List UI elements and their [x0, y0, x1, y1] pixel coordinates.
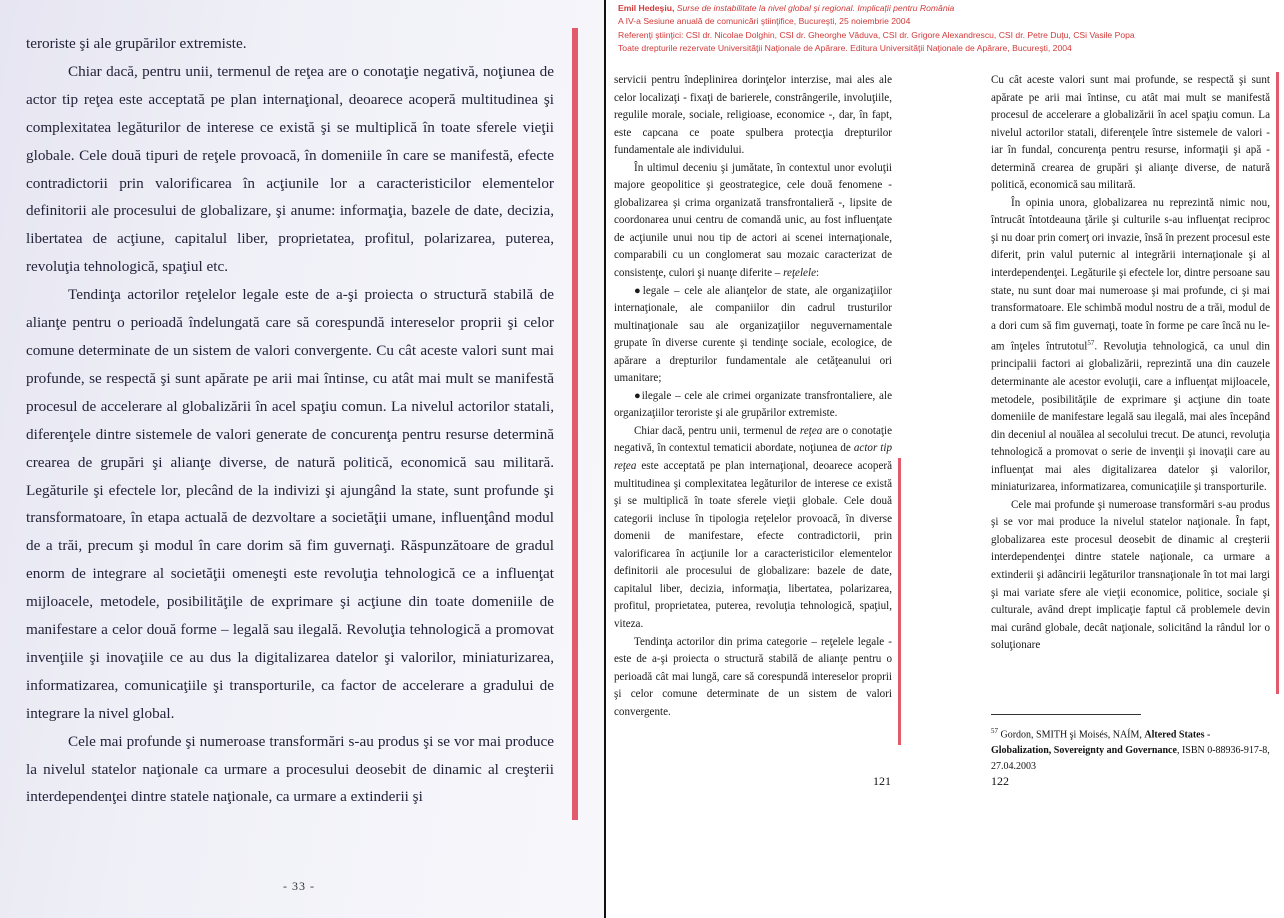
p122-paragraph-1: Cu cât aceste valori sunt mai profunde, se respectă şi sunt apărate pe arii mai întinse, cu atât mai mult se manifestă procesul de accelerare a globalizării în acel spaţiu comun. La nivelul actorilor statali, diferenţele între sistemele de valori - iar în fundal, concurenţa pentru resurse, informaţii şi apă - determină crearea de grupări şi alianţe diverse, de natură politică, economică sau militară. [991, 74, 1270, 192]
page-121-column [614, 72, 892, 721]
p121-paragraph-4: Tendinţa actorilor din prima categorie – reţelele legale - este de a-şi proiecta o structură stabilă de alianţe pentru o perioadă cât mai lungă, care să corespundă intereselor proprii şi celor comune determinate de un sistem de valori convergente. [614, 635, 892, 718]
p121-bullet-legal: ●legale – cele ale alianţelor de state, ale organizaţiilor internaţionale, ale companiilor din cadrul trusturilor multinaţionale sau ale organizaţiilor neguvernamentale grupate în diverse curente şi tendinţe sociale, ecologice, de apărare a drepturilor fundamentale ale cetăţeanului ori umanitare; [614, 284, 892, 385]
page-number-121: 121 [873, 774, 891, 788]
p121-p2-italic: reţelele [783, 267, 816, 280]
p121-paragraph-3 [614, 423, 892, 634]
document-header [618, 2, 1238, 56]
p121-p2-end: : [816, 267, 820, 280]
header-referees: Referenţi ştiinţici: CSI dr. Nicolae Dolghin, CSI dr. Gheorghe Văduva, CSI dr. Grigore Alexandrescu, CSI dr. Petre Duţu, CSi Vasile Popa [618, 29, 1135, 40]
p121-p3-italic-1: reţea [799, 424, 823, 437]
footnote-57 [991, 723, 1270, 775]
header-citation [618, 2, 1238, 15]
p122-p2b: . Revoluţia tehnologică, ca unul din principalii factori ai globalizării, reprezintă una din cauzele determinante ale acestor evoluţii, care a influenţat mijloacele, metodele, posibilităţile de exprimare şi acţiune din toate domeniile de manifestare legală sau ilegală, mai ales începând din deceniul al nouălea al secolului trecut. De atunci, revoluţia tehnologică a promovat o serie de invenţii şi inovaţii care au influenţat mai ales digitalizarea datelor şi valorilor, miniaturizarea, informatizarea, comunicaţiile şi transporturile. [991, 340, 1270, 494]
p121-p3-italic-2: actor tip reţea [614, 442, 892, 473]
footnote-title: Altered States - Globalization, Sovereignty and Governance [991, 729, 1211, 757]
p121-p3b: are o conotaţie negativă, în contextul tematicii abordate, noţiunea de [614, 424, 893, 455]
left-page-number: - 33 - [283, 879, 315, 893]
footnote-ref-57[interactable]: 57 [1087, 339, 1095, 348]
p121-bullet-illegal: ●ilegale – cele ale crimei organizate transfrontaliere, ale organizaţiilor teroriste şi ale grupărilor extremiste. [614, 389, 892, 420]
highlight-bar-page-121 [898, 458, 901, 745]
left-paragraph-1: teroriste şi ale grupărilor extremiste. [26, 35, 247, 52]
footnote-separator [991, 714, 1141, 715]
p121-p3c: este acceptată pe plan internaţional, deoarece acoperă multitudinea şi complexitatea legăturilor de interese ce există şi se multiplică în toate sferele vieţii globale. Cele două categorii incluse în tipologia reţelelor provoacă, în diverse domenii de manifestare, efecte contradictorii, prin valorificarea în acţiunile lor a caracteristicilor elementelor definitorii ale procesului de globalizare: bazele de date, capitalul liber, decizia, informaţia, libertatea, polarizarea, profitul, proprietatea, puterea, revoluţia tehnologică, spaţiul, viteza. [614, 460, 892, 630]
page-number-122: 122 [991, 774, 1009, 788]
left-page-text [26, 30, 554, 811]
footnote-authors: Gordon, SMITH şi Moisés, NAÍM, [1000, 729, 1142, 741]
page-122-column [991, 72, 1270, 655]
p121-paragraph-1: servicii pentru îndeplinirea dorinţelor interzise, mai ales ale celor localizaţi - fixaţi de barierele, constrângerile, involuţiile, regulile morale, sociale, religioase, economice -, dar, în fapt, este capcana ce poate spulbera protecţia drepturilor fundamentale ale individului. [614, 74, 892, 157]
left-highlight-bar [572, 28, 578, 820]
p121-paragraph-2 [614, 160, 892, 283]
left-paragraph-2: Chiar dacă, pentru unii, termenul de reţea are o conotaţie negativă, noţiunea de actor tip reţea este acceptată pe plan internaţional, deoarece acoperă multitudinea şi complexitatea legăturilor de interese ce există şi se multiplică în toate sferele vieţii globale. Cele două tipuri de reţele provoacă, în domeniile în care se manifestă, efecte contradictorii prin valorificarea în acţiunile lor a caracteristicilor elementelor definitorii ale procesului de globalizare, şi anume: informaţia, bazele de date, decizia, libertatea de acţiune, capitalul liber, proprietatea, profitul, polarizarea, puterea, revoluţia tehnologică, spaţiul etc. [26, 62, 554, 276]
footnote-isbn: , ISBN 0-88936-917-8, 27.04.2003 [991, 745, 1270, 773]
header-author: Emil Hedeşiu, [618, 3, 675, 13]
p121-p2-text: În ultimul deceniu şi jumătate, în contextul unor evoluţii majore geopolitice şi geostrategice, cele două fenomene - globalizarea şi crima organizată transfrontalieră -, lipsite de coordonarea unui centru de comandă unic, au fost influenţate de acţiunile unui nou tip de actori ai scenei internaţionale, comparabili cu un conglomerat sau mozaic caracterizat de consistenţe, culori şi nuanţe diferite – [614, 161, 892, 280]
header-title: Surse de instabilitate la nivel global şi regional. Implicaţii pentru România [676, 3, 955, 13]
p122-p2a: În opinia unora, globalizarea nu reprezintă nimic nou, întrucât întotdeauna ţările şi culturile s-au influenţat reciproc şi nu doar prin comerţ ori invazie, însă în prezent procesul este diferit, prin valul puternic al integrării internaţionale şi al interdependenţei. Legăturile şi efectele lor, dintre persoane sau state, nu sunt doar mai numeroase şi mai profunde, ci şi mai transformatoare. Ele schimbă modul nostru de a trăi, modul de a dori cum să fim guvernaţi, toate în forme pe care încă nu le-am înţeles întrutotul [991, 196, 1270, 353]
highlight-bar-page-122 [1276, 72, 1279, 694]
p121-p3a: Chiar dacă, pentru unii, termenul de [634, 424, 797, 437]
header-rights: Toate drepturile rezervate Universităţii Naţionale de Apărare. Editura Universităţii Naţionale de Apărare, Bucureşti, 2004 [618, 43, 1072, 54]
left-paragraph-3: Tendinţa actorilor reţelelor legale este de a-şi proiecta o structură stabilă de alianţe pentru o perioadă îndelungată care să corespundă intereselor proprii şi celor comune determinate de un sistem de valori convergente. Cu cât aceste valori sunt mai profunde, se respectă şi sunt apărate pe arii mai întinse, cu atât mai mult se manifestă procesul de accelerare al globalizării în acel spaţiu comun. La nivelul actorilor statali, diferenţele dintre sistemele de valori generate de concurenţa pentru resurse determină crearea de grupări şi alianţe diverse, de natură politică, economică sau militară. Legăturile şi efectele lor, plecând de la indivizi şi ajungând la state, sunt profunde şi transformatoare, în etapa actuală de dezvoltare a societăţii umane, influenţând modul de a trăi, precum şi modul în care dorim să fim guvernaţi. Răspunzătoare de gradul enorm de integrare al societăţii omeneşti este revoluţia tehnologică ce a influenţat mijloacele, metodele, posibilităţile de exprimare şi acţiune din toate domeniile de manifestare a celor două forme – legală sau ilegală. Revoluţia tehnologică a promovat invenţiile şi inovaţiile ce au dus la digitalizarea datelor şi valorilor, miniaturizarea, informatizarea, comunicaţiile şi transporturile, ca factor de accelerare a gradului de integrare la nivel global. [26, 286, 554, 722]
p122-paragraph-2 [991, 195, 1270, 497]
p122-paragraph-3: Cele mai profunde şi numeroase transformări s-au produs şi se vor mai produce la nivelul statelor naţionale. În fapt, globalizarea este procesul deosebit de dinamic al creşterii interdependenţei dintre statele naţionale, ca urmare a extinderii şi adâncirii legăturilor transnaţionale în tot mai largi şi mai variate sfere ale vieţii economice, politice, sociale şi culturale, având drept implicaţie faptul că problemele devin mai curând globale, decât naţionale, solicitând la rândul lor o soluţionare [991, 498, 1270, 652]
left-page-photo [0, 0, 606, 918]
footnote-number: 57 [991, 727, 998, 735]
header-session: A IV-a Sesiune anuală de comunicări ştiinţifice, Bucureşti, 25 noiembrie 2004 [618, 16, 911, 27]
left-paragraph-4: Cele mai profunde şi numeroase transformări s-au produs şi se vor mai produce la nivelul statelor naţionale ca urmare a procesului deosebit de dinamic al creşterii interdependenţei dintre statele naţionale, ca urmare a extinderii şi [26, 732, 554, 806]
